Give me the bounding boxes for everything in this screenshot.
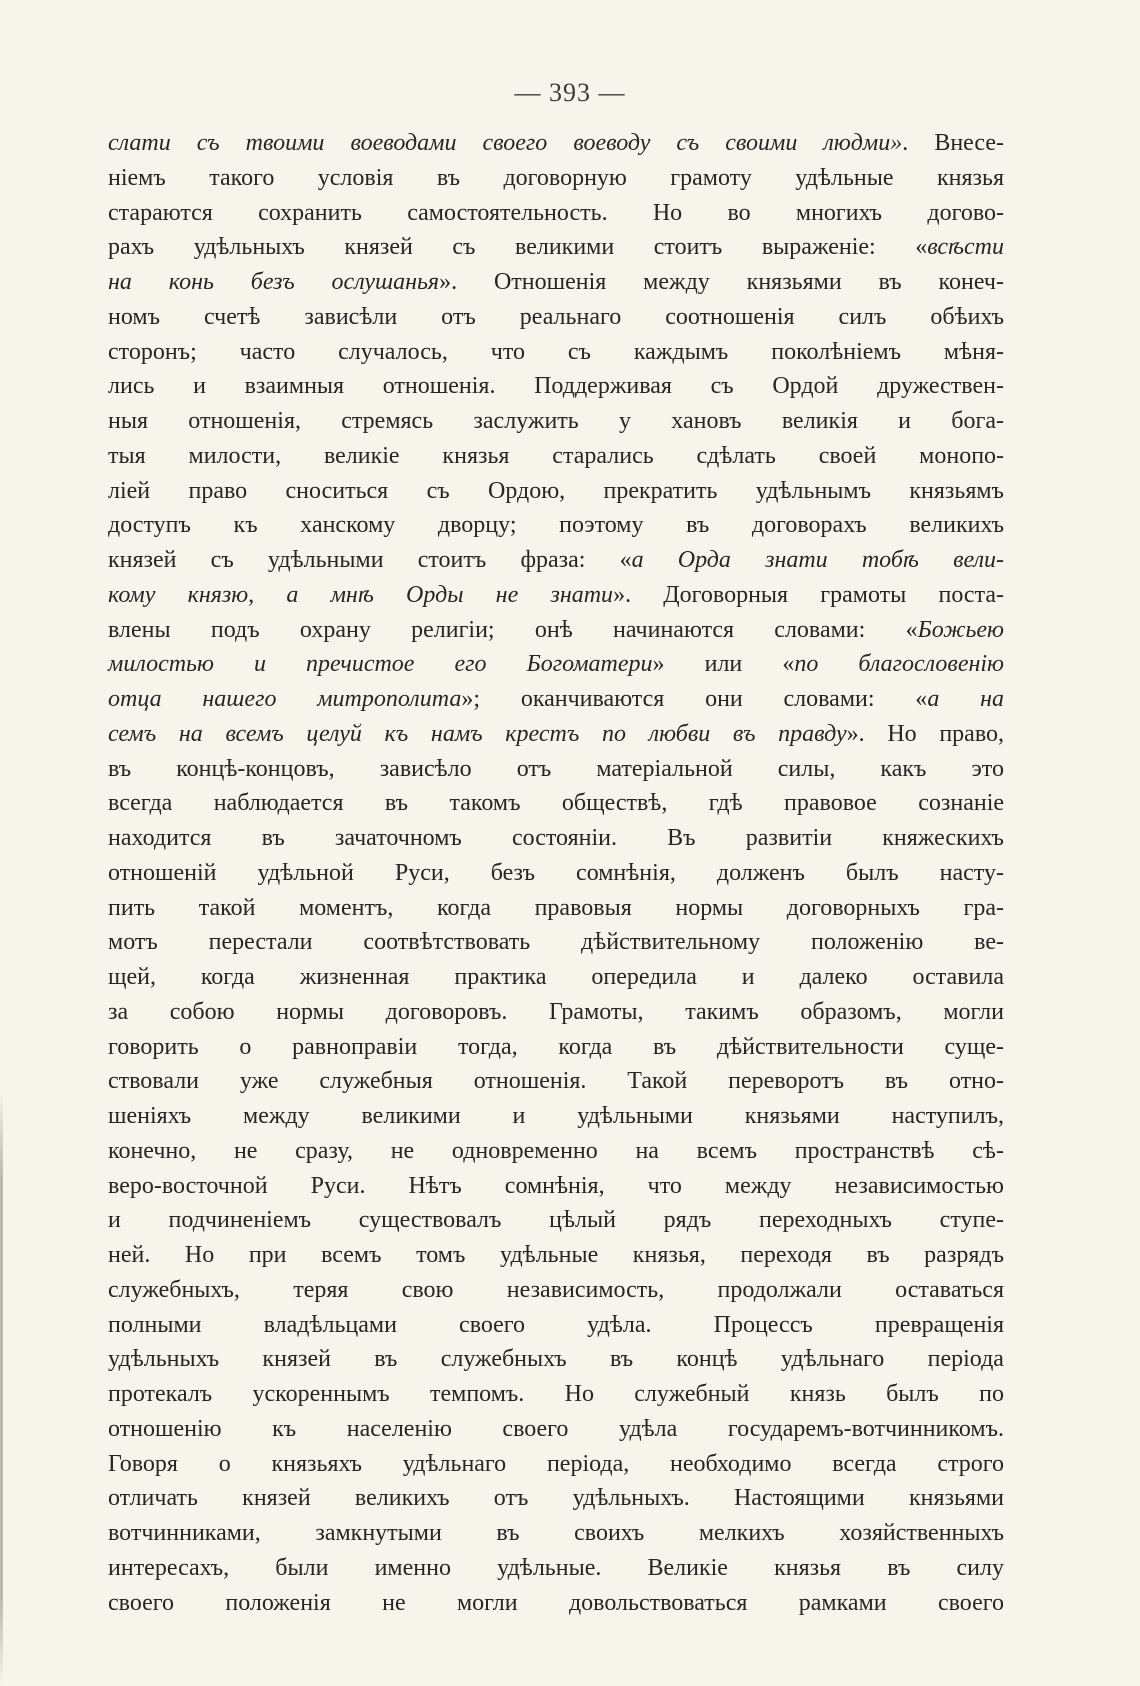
italic-quote: семъ на всемъ целуй къ намъ крестъ по любви въ правду [108, 720, 847, 747]
text-line [108, 300, 1004, 335]
text-line [108, 1412, 1004, 1447]
body-text [108, 126, 1004, 1620]
text-segment: отношенію къ населенію своего удѣла государемъ-вотчинникомъ. [108, 1415, 1004, 1442]
text-line [108, 1134, 1004, 1169]
italic-quote: кому князю, а мнѣ Орды не знати [108, 581, 614, 608]
text-segment: ніемъ такого условія въ договорную грамоту удѣльные князья [108, 164, 1004, 191]
text-segment: пить такой моментъ, когда правовыя нормы договорныхъ гра- [108, 894, 1004, 921]
text-line [108, 1447, 1004, 1482]
text-line [108, 1551, 1004, 1586]
text-segment: номъ счетѣ зависѣли отъ реальнаго соотношенія силъ обѣихъ [108, 303, 1005, 330]
text-line [108, 369, 1004, 404]
text-line [108, 752, 1004, 787]
page-number: — 393 — [514, 78, 626, 107]
text-line [108, 230, 1004, 265]
text-segment: Говоря о князьяхъ удѣльнаго періода, необходимо всегда строго [108, 1450, 1005, 1477]
text-line [108, 995, 1004, 1030]
text-line [108, 682, 1004, 717]
text-segment: отношеній удѣльной Руси, безъ сомнѣнія, долженъ былъ насту- [108, 859, 1004, 886]
text-line [108, 1203, 1004, 1238]
text-line [108, 265, 1004, 300]
text-line [108, 1586, 1004, 1621]
italic-quote: по благословенію [794, 651, 1004, 678]
text-segment: »; оканчиваются они словами: « [461, 686, 928, 712]
text-segment: ». Отношенія между князьями въ конеч- [439, 269, 1004, 295]
text-line [108, 1238, 1004, 1273]
text-line [108, 196, 1004, 231]
text-segment: мотъ перестали соотвѣтствовать дѣйствительному положенію ве- [108, 929, 1004, 956]
text-segment: ліей право сноситься съ Ордою, прекратить удѣльнымъ князьямъ [108, 477, 1004, 504]
text-line [108, 925, 1004, 960]
text-line [108, 647, 1004, 682]
text-line [108, 613, 1004, 648]
text-segment: удѣльныхъ князей въ служебныхъ въ концѣ удѣльнаго періода [108, 1346, 1004, 1373]
text-segment: лись и взаимныя отношенія. Поддерживая съ Ордой дружествен- [108, 373, 1004, 400]
text-segment: веро-восточной Руси. Нѣтъ сомнѣнія, что между независимостью [108, 1172, 1004, 1199]
text-line [108, 856, 1004, 891]
text-segment: князей съ удѣльными стоитъ фраза: « [108, 547, 632, 573]
text-segment: стараются сохранить самостоятельность. Но во многихъ догово- [108, 199, 1004, 226]
text-line [108, 1308, 1004, 1343]
text-segment: доступъ къ ханскому дворцу; поэтому въ договорахъ великихъ [108, 512, 1005, 539]
text-line [108, 786, 1004, 821]
text-line [108, 335, 1004, 370]
text-line [108, 474, 1004, 509]
text-segment: говорить о равноправіи тогда, когда въ дѣйствительности суще- [108, 1033, 1004, 1060]
scan-edge-shadow [0, 1090, 3, 1686]
text-segment: » или « [652, 651, 795, 678]
text-segment: шеніяхъ между великими и удѣльными князьями наступилъ, [108, 1103, 1004, 1129]
text-segment: всегда наблюдается въ такомъ обществѣ, гдѣ правовое сознаніе [108, 790, 1005, 817]
text-segment: ствовали уже служебныя отношенія. Такой переворотъ въ отно- [108, 1068, 1004, 1095]
text-segment: полными владѣльцами своего удѣла. Процессъ превращенія [108, 1311, 1005, 1338]
text-line [108, 717, 1004, 752]
italic-quote: на конь безъ ослушанья [108, 269, 440, 295]
text-line [108, 1342, 1004, 1377]
italic-quote: слати съ твоими воеводами своего воеводу съ своими людми» [108, 130, 903, 156]
text-line [108, 821, 1004, 856]
text-segment: ». Но право, [846, 720, 1005, 747]
text-line [108, 126, 1004, 161]
text-line [108, 439, 1004, 474]
text-segment: . Внесе- [902, 130, 1005, 156]
text-segment: служебныхъ, теряя свою независимость, продолжали оставаться [108, 1276, 1004, 1303]
text-line [108, 1064, 1004, 1099]
text-segment: и подчиненіемъ существовалъ цѣлый рядъ переходныхъ ступе- [108, 1207, 1004, 1234]
text-segment: ней. Но при всемъ томъ удѣльные князья, переходя въ разрядъ [108, 1242, 1004, 1268]
text-line [108, 1516, 1004, 1551]
text-segment: отличать князей великихъ отъ удѣльныхъ. Настоящими князьями [108, 1485, 1004, 1512]
text-line [108, 543, 1004, 578]
text-line [108, 960, 1004, 995]
text-segment: щей, когда жизненная практика опередила и далеко оставила [108, 964, 1004, 990]
text-segment: тыя милости, великіе князья старались сдѣлать своей монопо- [108, 442, 1005, 469]
text-line [108, 1169, 1004, 1204]
text-segment: ныя отношенія, стремясь заслужить у хановъ великія и бога- [108, 408, 1004, 434]
italic-quote: отца нашего митрополита [108, 686, 462, 712]
text-segment: своего положенія не могли довольствоваться рамками своего [108, 1589, 1004, 1616]
text-segment: рахъ удѣльныхъ князей съ великими стоитъ выраженіе: « [108, 234, 928, 261]
text-segment: въ концѣ-концовъ, зависѣло отъ матеріальной силы, какъ это [108, 755, 1004, 782]
text-segment: ». Договорныя грамоты поста- [613, 581, 1005, 608]
text-segment: конечно, не сразу, не одновременно на всемъ пространствѣ сѣ- [108, 1137, 1004, 1164]
text-line [108, 404, 1004, 439]
italic-quote: а на [927, 686, 1004, 712]
text-line [108, 161, 1004, 196]
text-line [108, 578, 1004, 613]
italic-quote: милостью и пречистое его Богоматери [108, 651, 653, 678]
text-line [108, 1481, 1004, 1516]
text-line [108, 1377, 1004, 1412]
italic-quote: Божьею [917, 616, 1004, 643]
italic-quote: а Орда знати тобѣ вели- [631, 547, 1005, 573]
text-segment: сторонъ; часто случалось, что съ каждымъ поколѣніемъ мѣня- [108, 338, 1004, 365]
text-line [108, 891, 1004, 926]
text-segment: вотчинниками, замкнутыми въ своихъ мелкихъ хозяйственныхъ [108, 1520, 1004, 1546]
text-line [108, 1099, 1004, 1134]
text-segment: влены подъ охрану религіи; онѣ начинаются словами: « [108, 616, 918, 643]
italic-quote: всѣсти [927, 234, 1005, 261]
text-segment: протекалъ ускореннымъ темпомъ. Но служебный князь былъ по [108, 1381, 1004, 1407]
text-line [108, 1030, 1004, 1065]
text-segment: за собою нормы договоровъ. Грамоты, такимъ образомъ, могли [108, 998, 1004, 1025]
text-line [108, 1273, 1004, 1308]
text-segment: находится въ зачаточномъ состояніи. Въ развитіи княжескихъ [108, 825, 1004, 851]
text-line [108, 508, 1004, 543]
text-segment: интересахъ, были именно удѣльные. Великіе князья въ силу [108, 1554, 1004, 1581]
